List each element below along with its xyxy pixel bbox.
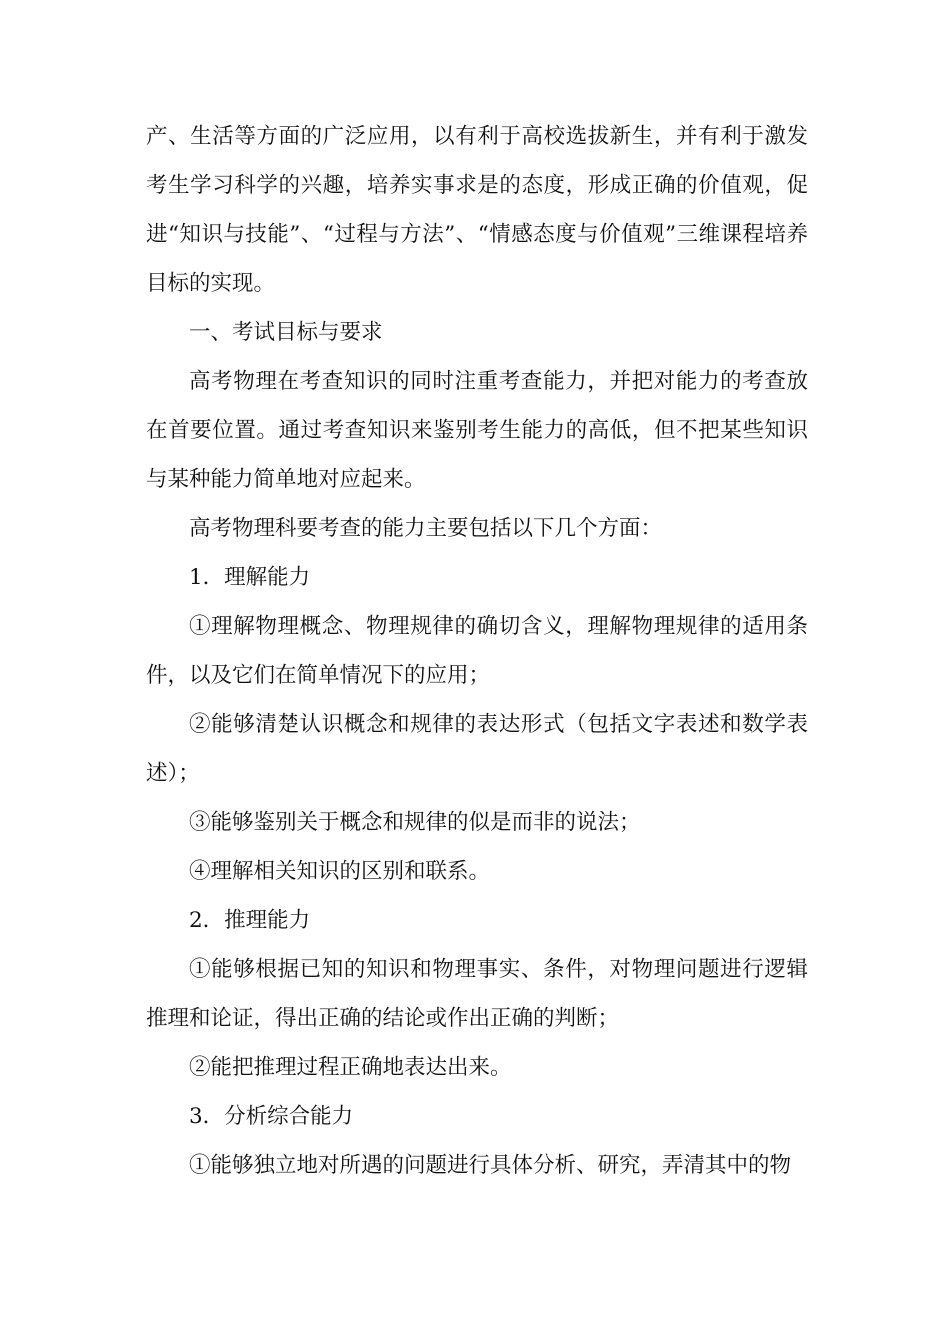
list-item-analysis-1: ①能够独立地对所遇的问题进行具体分析、研究，弄清其中的物: [189, 1153, 792, 1178]
list-item-understanding-2: ②能够清楚认识概念和规律的表达形式（包括文字表述和数学表述）；: [146, 712, 808, 786]
list-item-understanding-4: ④理解相关知识的区别和联系。: [189, 859, 491, 884]
list-item-reasoning-2: ②能把推理过程正确地表达出来。: [189, 1055, 512, 1080]
subheading-analysis: 3．分析综合能力: [189, 1104, 354, 1129]
subheading-reasoning: 2．推理能力: [189, 908, 311, 933]
subheading-understanding: 1．理解能力: [189, 565, 311, 590]
list-item-understanding-3: ③能够鉴别关于概念和规律的似是而非的说法；: [189, 810, 641, 835]
section-heading-exam-goals: 一、考试目标与要求: [189, 320, 383, 345]
paragraph-4: 高考物理科要考查的能力主要包括以下几个方面：: [189, 516, 663, 541]
document-page: [146, 112, 808, 1190]
list-item-reasoning-1: ①能够根据已知的知识和物理事实、条件，对物理问题进行逻辑推理和论证，得出正确的结论或作出正确的判断；: [146, 957, 808, 1031]
paragraph-3: 高考物理在考查知识的同时注重考查能力，并把对能力的考查放在首要位置。通过考查知识来鉴别考生能力的高低，但不把某些知识与某种能力简单地对应起来。: [146, 369, 808, 492]
paragraph-1: 产、生活等方面的广泛应用，以有利于高校选拔新生，并有利于激发考生学习科学的兴趣，培养实事求是的态度，形成正确的价值观，促进“知识与技能”、“过程与方法”、“情感态度与价值观”三维课程培养目标的实现。: [146, 124, 808, 296]
list-item-understanding-1: ①理解物理概念、物理规律的确切含义，理解物理规律的适用条件，以及它们在简单情况下的应用；: [146, 614, 808, 688]
